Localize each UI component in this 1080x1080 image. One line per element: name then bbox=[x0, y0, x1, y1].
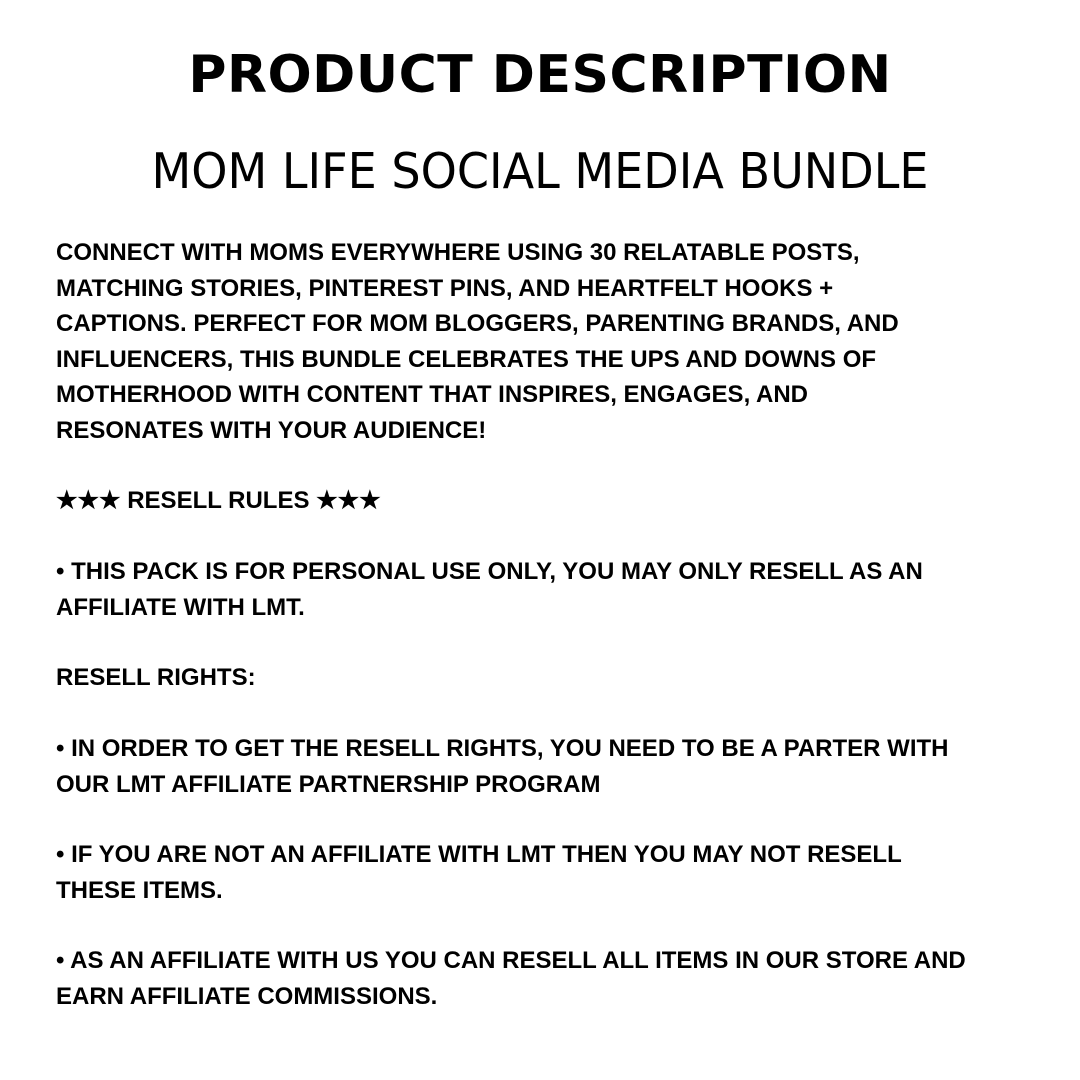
resell-rule-line: • THIS PACK IS FOR PERSONAL USE ONLY, YOU MAY ONLY RESELL AS AN bbox=[56, 558, 923, 585]
resell-right-line: • IF YOU ARE NOT AN AFFILIATE WITH LMT THEN YOU MAY NOT RESELL bbox=[56, 841, 902, 868]
resell-right-line: THESE ITEMS. bbox=[56, 876, 223, 904]
description-line: MATCHING STORIES, PINTEREST PINS, AND HEARTFELT HOOKS + bbox=[56, 274, 834, 302]
resell-right-item bbox=[56, 731, 1046, 802]
description-line: CAPTIONS. PERFECT FOR MOM BLOGGERS, PARENTING BRANDS, AND bbox=[56, 310, 899, 337]
description-line: CONNECT WITH MOMS EVERYWHERE USING 30 RELATABLE POSTS, bbox=[56, 239, 860, 266]
resell-right-line: OUR LMT AFFILIATE PARTNERSHIP PROGRAM bbox=[56, 770, 601, 798]
resell-right-line: EARN AFFILIATE COMMISSIONS. bbox=[56, 982, 438, 1010]
resell-right-item bbox=[56, 943, 1046, 1014]
resell-rules-heading bbox=[56, 483, 1046, 519]
resell-rights-heading bbox=[56, 660, 1046, 696]
resell-rule-item bbox=[56, 554, 1046, 625]
description-line: RESONATES WITH YOUR AUDIENCE! bbox=[56, 416, 487, 444]
resell-right-line: • IN ORDER TO GET THE RESELL RIGHTS, YOU NEED TO BE A PARTER WITH bbox=[56, 735, 949, 762]
resell-rules-heading-text: ★★★ RESELL RULES ★★★ bbox=[56, 487, 381, 514]
resell-rights-heading-text: RESELL RIGHTS: bbox=[56, 664, 256, 691]
resell-right-item bbox=[56, 837, 1046, 908]
description-line: MOTHERHOOD WITH CONTENT THAT INSPIRES, ENGAGES, AND bbox=[56, 381, 809, 408]
page-title: PRODUCT DESCRIPTION bbox=[188, 45, 892, 105]
resell-right-line: • AS AN AFFILIATE WITH US YOU CAN RESELL ALL ITEMS IN OUR STORE AND bbox=[56, 947, 966, 974]
description-paragraph bbox=[56, 235, 1046, 448]
bundle-name: MOM LIFE SOCIAL MEDIA BUNDLE bbox=[151, 143, 929, 200]
resell-rule-line: AFFILIATE WITH LMT. bbox=[56, 593, 305, 621]
description-line: INFLUENCERS, THIS BUNDLE CELEBRATES THE UPS AND DOWNS OF bbox=[56, 345, 877, 373]
